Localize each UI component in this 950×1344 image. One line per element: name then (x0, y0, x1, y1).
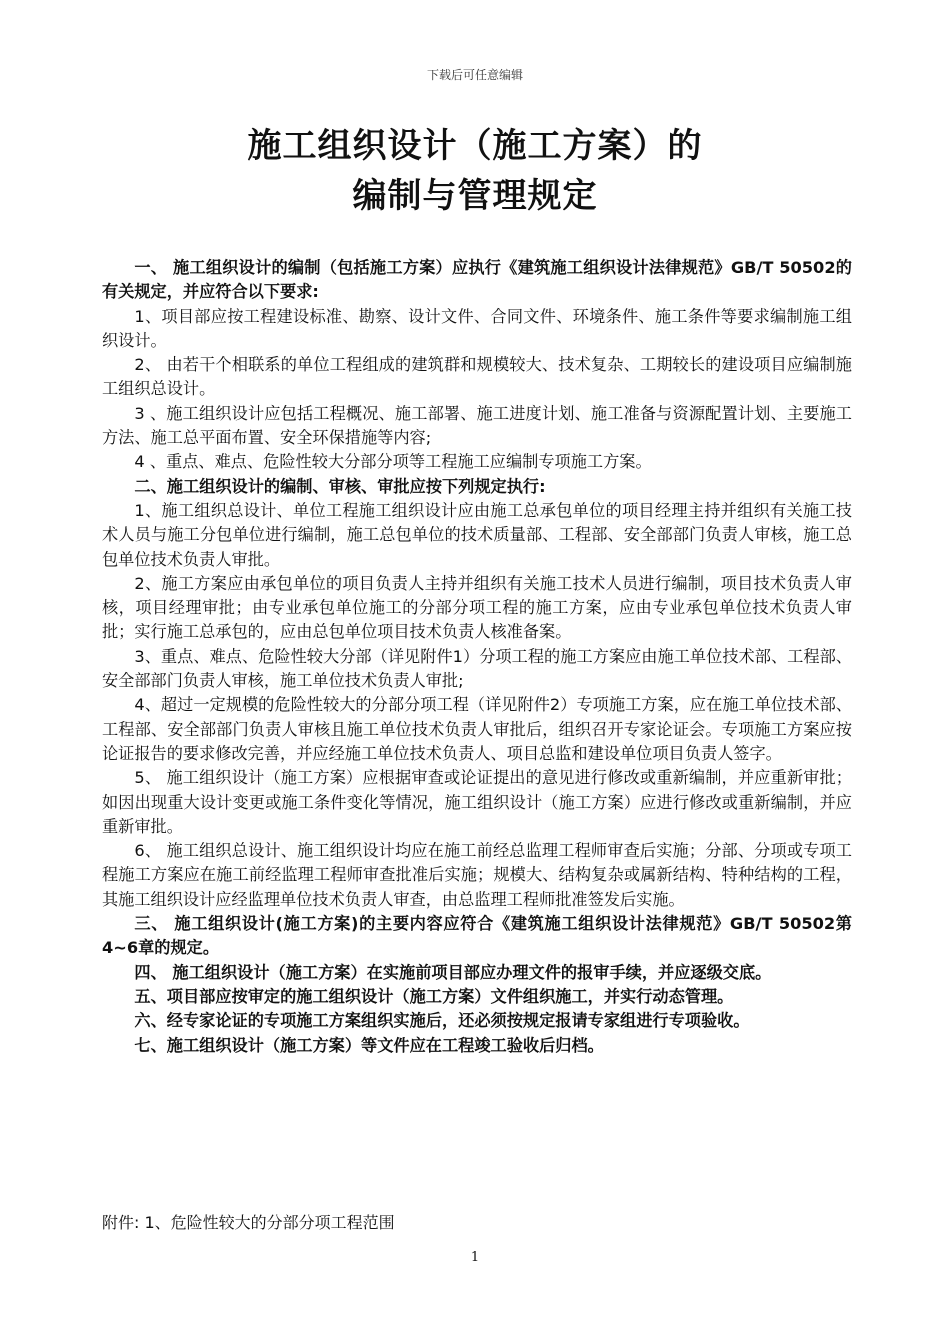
paragraph: 五、项目部应按审定的施工组织设计（施工方案）文件组织施工，并实行动态管理。 (134, 986, 734, 1006)
paragraph: 3 、施工组织设计应包括工程概况、施工部署、施工进度计划、施工准备与资源配置计划、主要施工方法、施工总平面布置、安全环保措施等内容; (102, 403, 852, 448)
document-title-line1: 施工组织设计（施工方案）的 (247, 126, 703, 166)
document-body (102, 256, 852, 1058)
paragraph: 六、经专家论证的专项施工方案组织实施后，还必须按规定报请专家组进行专项验收。 (134, 1011, 750, 1031)
paragraph: 1、项目部应按工程建设标准、勘察、设计文件、合同文件、环境条件、施工条件等要求编制施工组织设计。 (102, 306, 852, 350)
page-number: 1 (470, 1250, 480, 1265)
paragraph: 4 、重点、难点、危险性较大分部分项等工程施工应编制专项施工方案。 (134, 452, 652, 472)
paragraph: 1、施工组织总设计、单位工程施工组织设计应由施工总承包单位的项目经理主持并组织有关施工技术人员与施工分包单位进行编制，施工总包单位的技术质量部、工程部、安全部部门负责人审核，施工总包单位技术负责人审批。 (102, 500, 852, 569)
paragraph: 3、重点、难点、危险性较大分部（详见附件1）分项工程的施工方案应由施工单位技术部、工程部、安全部部门负责人审核，施工单位技术负责人审批; (102, 646, 852, 691)
paragraph: 6、 施工组织总设计、施工组织设计均应在施工前经总监理工程师审查后实施；分部、分项或专项工程施工方案应在施工前经监理工程师审查批准后实施；规模大、结构复杂或属新结构、特种结构的工程，其施工组织设计应经监理单位技术负责人审查，由总监理工程师批准签发后实施。 (102, 841, 852, 909)
header-note: 下载后可任意编辑 (426, 68, 523, 82)
paragraph: 4、超过一定规模的危险性较大的分部分项工程（详见附件2）专项施工方案，应在施工单位技术部、工程部、安全部部门负责人审核且施工单位技术负责人审批后，组织召开专家论证会。专项施工方案应按论证报告的要求修改完善，并应经施工单位技术负责人、项目总监和建设单位项目负责人签字。 (102, 695, 852, 763)
paragraph: 四、 施工组织设计（施工方案）在实施前项目部应办理文件的报审手续，并应逐级交底。 (134, 962, 772, 982)
paragraph: 七、施工组织设计（施工方案）等文件应在工程竣工验收后归档。 (134, 1035, 604, 1055)
attachment-note: 附件: 1、危险性较大的分部分项工程范围 (102, 1213, 395, 1232)
paragraph: 三、 施工组织设计(施工方案)的主要内容应符合《建筑施工组织设计法律规范》GB/T 50502第4~6章的规定。 (102, 914, 852, 958)
paragraph: 二、施工组织设计的编制、审核、审批应按下列规定执行: (134, 476, 546, 496)
paragraph: 一、 施工组织设计的编制（包括施工方案）应执行《建筑施工组织设计法律规范》GB/T 50502的有关规定，并应符合以下要求: (102, 258, 852, 302)
paragraph: 2、 由若干个相联系的单位工程组成的建筑群和规模较大、技术复杂、工期较长的建设项目应编制施工组织总设计。 (102, 355, 852, 399)
paragraph: 5、 施工组织设计（施工方案）应根据审查或论证提出的意见进行修改或重新编制，并应重新审批；如因出现重大设计变更或施工条件变化等情况，施工组织设计（施工方案）应进行修改或重新编制，并应重新审批。 (102, 768, 852, 836)
paragraph: 2、施工方案应由承包单位的项目负责人主持并组织有关施工技术人员进行编制，项目技术负责人审核，项目经理审批；由专业承包单位施工的分部分项工程的施工方案，应由专业承包单位技术负责人审批；实行施工总承包的，应由总包单位项目技术负责人核准备案。 (102, 573, 852, 642)
document-title-line2: 编制与管理规定 (352, 176, 598, 216)
